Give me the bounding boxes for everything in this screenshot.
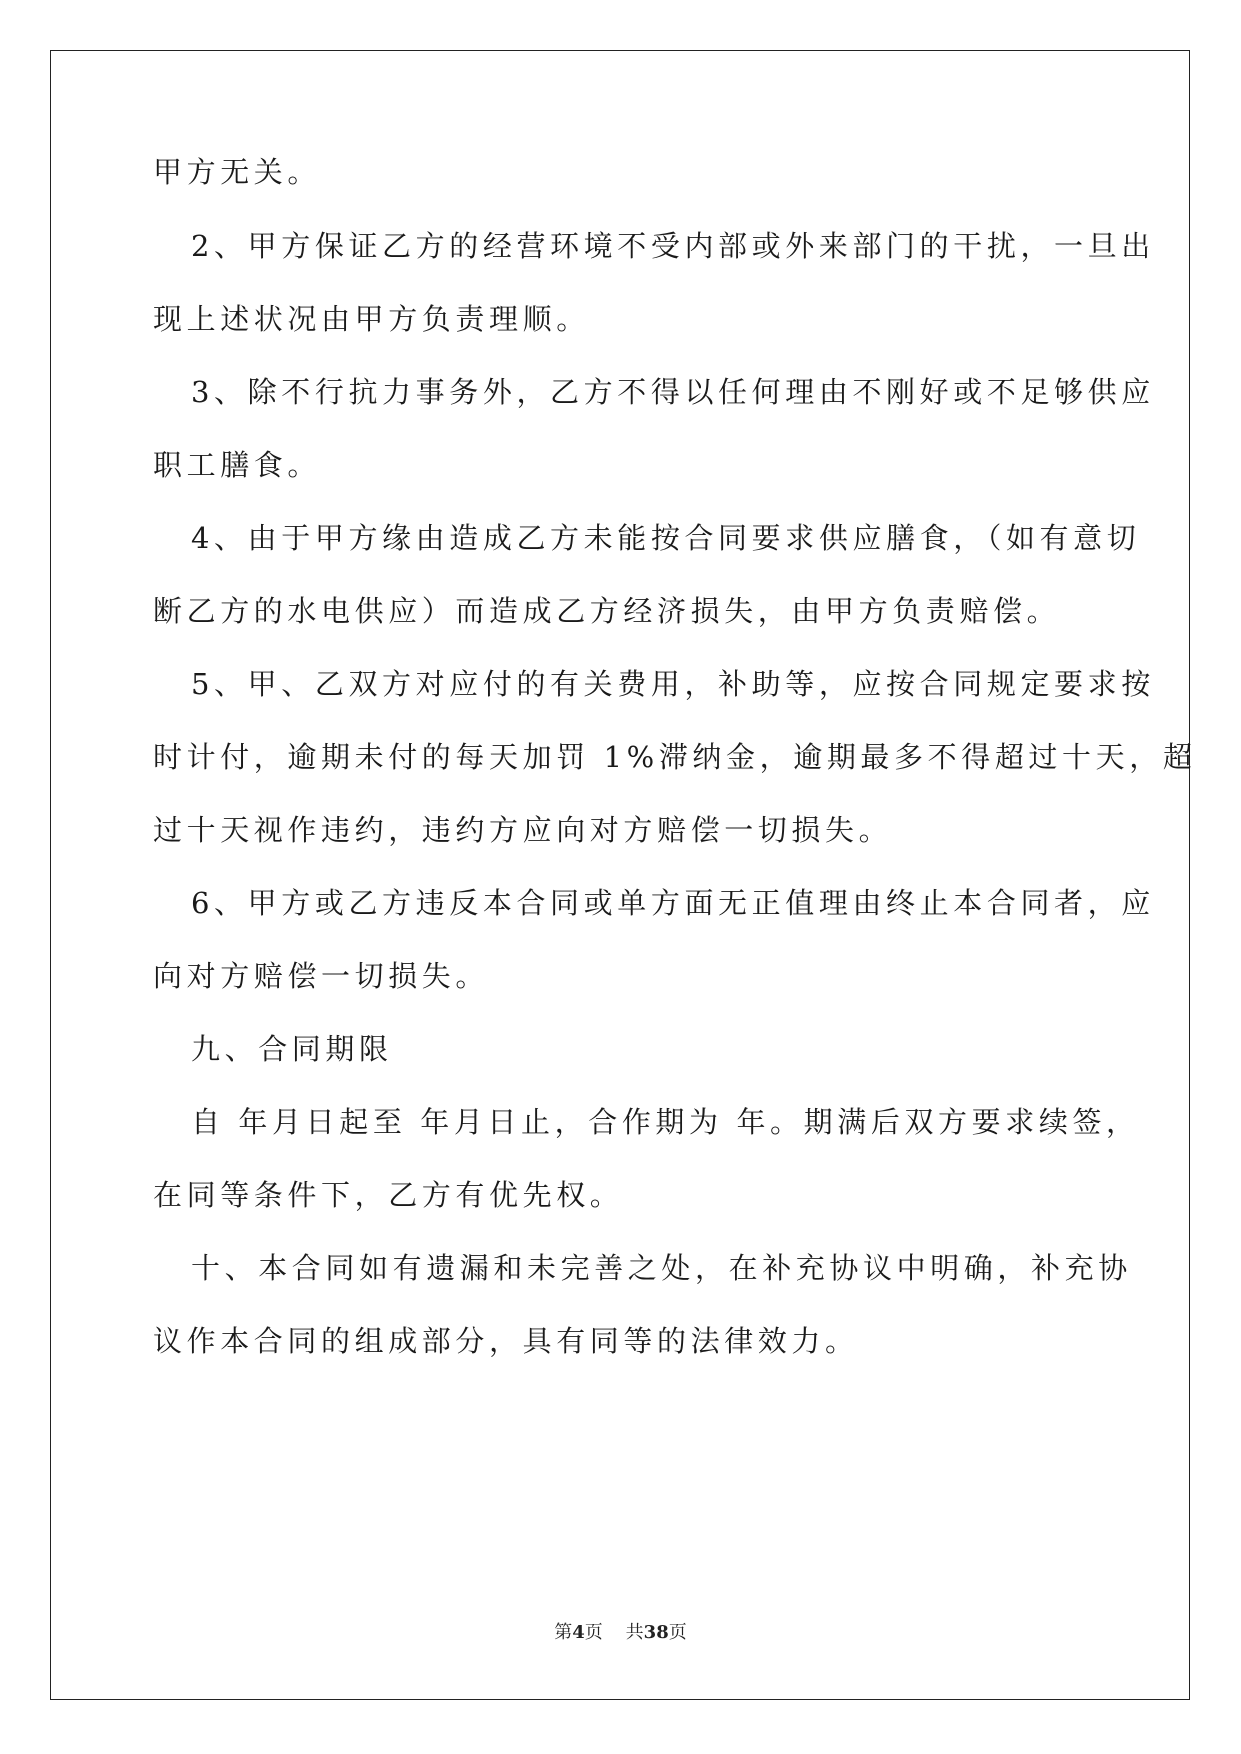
page-suffix: 页	[584, 1622, 603, 1643]
section-heading: 九、合同期限	[191, 1032, 393, 1066]
text-line: 现上述状况由甲方负责理顺。	[153, 302, 590, 336]
total-prefix: 共	[625, 1622, 644, 1643]
text-line: 4、由于甲方缘由造成乙方未能按合同要求供应膳食，（如有意切	[191, 521, 1141, 555]
text-line: 自 年月日起至 年月日止，合作期为 年。期满后双方要求续签，	[191, 1105, 1140, 1139]
text-line: 断乙方的水电供应）而造成乙方经济损失，由甲方负责赔偿。	[153, 594, 1061, 628]
page-footer	[0, 1618, 1241, 1644]
text-line: 甲方无关。	[153, 155, 322, 189]
text-line: 6、甲方或乙方违反本合同或单方面无正值理由终止本合同者，应	[191, 886, 1155, 920]
text-line: 职工膳食。	[153, 448, 322, 482]
text-line: 2、甲方保证乙方的经营环境不受内部或外来部门的干扰，一旦出	[191, 229, 1155, 263]
text-line: 过十天视作违约，违约方应向对方赔偿一切损失。	[153, 813, 893, 847]
total-pages: 38	[643, 1622, 669, 1643]
page-border	[50, 50, 1190, 1700]
total-suffix: 页	[668, 1622, 687, 1643]
text-line: 在同等条件下，乙方有优先权。	[153, 1178, 624, 1212]
text-line: 向对方赔偿一切损失。	[153, 959, 490, 993]
text-line: 5、甲、乙双方对应付的有关费用，补助等，应按合同规定要求按	[191, 667, 1155, 701]
page-prefix: 第	[554, 1622, 573, 1643]
text-line: 时计付，逾期未付的每天加罚 1%滞纳金，逾期最多不得超过十天，超	[153, 740, 1197, 774]
text-line: 十、本合同如有遗漏和未完善之处，在补充协议中明确，补充协	[191, 1251, 1132, 1285]
text-line: 议作本合同的组成部分，具有同等的法律效力。	[153, 1324, 859, 1358]
text-line: 3、除不行抗力事务外，乙方不得以任何理由不刚好或不足够供应	[191, 375, 1155, 409]
page-number: 4	[572, 1622, 585, 1643]
